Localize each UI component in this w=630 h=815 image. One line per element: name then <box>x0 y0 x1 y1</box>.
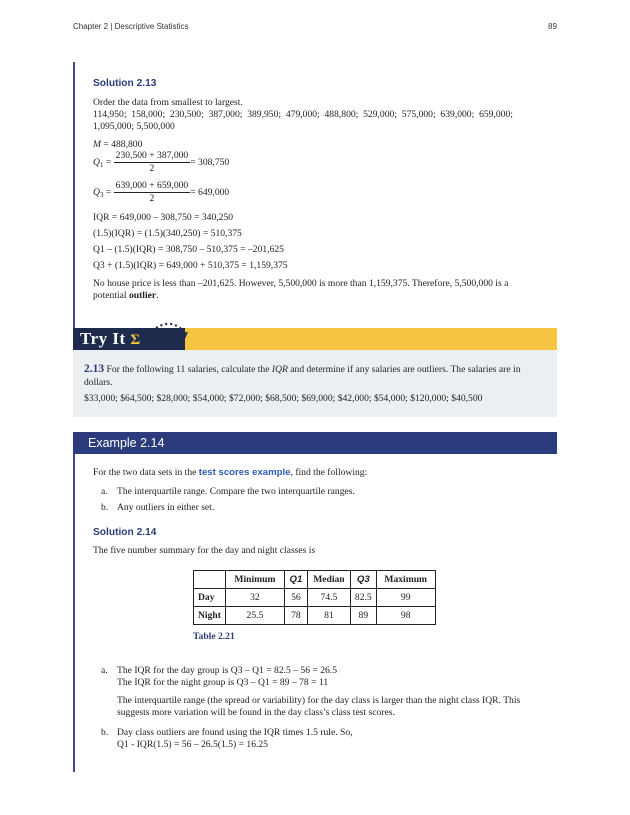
table-cell: 25.5 <box>225 607 284 625</box>
solution-a-marker: a. <box>101 665 108 676</box>
solution-a-paragraph-2: suggests more variation will be found in the day class’s class test scores. <box>117 707 395 718</box>
solution-2-14-intro: The five number summary for the day and night classes is <box>93 545 316 556</box>
data-line-2: 1,095,000; 5,500,000 <box>93 121 175 132</box>
item-a-marker: a. <box>101 486 108 497</box>
dotted-arrow-icon <box>150 316 192 348</box>
solution-intro: Order the data from smallest to largest. <box>93 97 243 108</box>
median-line: M = 488,800 <box>93 139 143 150</box>
solution-2-14-heading: Solution 2.14 <box>93 527 157 538</box>
solution-b-marker: b. <box>101 727 109 738</box>
table-cell: 98 <box>376 607 435 625</box>
try-it-text-line-2: dollars. <box>84 377 113 388</box>
item-a-text: The interquartile range. Compare the two interquartile ranges. <box>117 486 355 497</box>
conclusion-line-1: No house price is less than –201,625. However, 5,500,000 is more than 1,159,375. Therefore, 5,500,000 is a <box>93 278 509 289</box>
iqr-times-line: (1.5)(IQR) = (1.5)(340,250) = 510,375 <box>93 228 242 239</box>
q1-equation: $Q_1$ = $\frac{230,500 + 387,000}{2}$ = 308,750 <box>93 150 230 174</box>
table-row <box>194 607 436 625</box>
header-median: Median <box>307 571 350 589</box>
table-cell: 78 <box>284 607 307 625</box>
example-2-14-title: Example 2.14 <box>88 436 165 450</box>
table-cell: 32 <box>225 589 284 607</box>
test-scores-example-link[interactable]: test scores example <box>198 467 291 478</box>
header-minimum: Minimum <box>225 571 284 589</box>
conclusion-line-2: potential outlier. <box>93 290 159 301</box>
row-label-night: Night <box>194 607 226 625</box>
sigma-icon: Σ <box>130 332 141 348</box>
row-label-day: Day <box>194 589 226 607</box>
solution-a-paragraph-1: The interquartile range (the spread or variability) for the day class is larger than the night class IQR. This <box>117 695 521 706</box>
try-it-label: Try It Σ <box>80 329 141 348</box>
table-cell: 74.5 <box>307 589 350 607</box>
try-it-salaries: $33,000; $64,500; $28,000; $54,000; $72,000; $68,500; $69,000; $42,000; $54,000; $120,000; $40,500 <box>84 393 483 404</box>
table-cell: 81 <box>307 607 350 625</box>
example-intro: For the two data sets in the test scores example, find the following: <box>93 467 368 478</box>
solution-b-line-2: Q1 - IQR(1.5) = 56 – 26.5(1.5) = 16.25 <box>117 739 268 750</box>
try-it-body <box>73 350 557 417</box>
q3-equation: $Q_3$ = $\frac{639,000 + 659,000}{2}$ = 649,000 <box>93 180 230 204</box>
iqr-line: IQR = 649,000 – 308,750 = 340,250 <box>93 212 234 223</box>
q1-numerator: 230,500 + 387,000 <box>115 150 189 161</box>
q3-numerator: 639,000 + 659,000 <box>115 180 189 191</box>
table-header-row <box>194 571 436 589</box>
solution-2-13-heading: Solution 2.13 <box>93 78 157 89</box>
header-q3: Q3 <box>350 571 376 589</box>
header-q1: Q1 <box>284 571 307 589</box>
q1-denominator: 2 <box>149 163 155 174</box>
solution-b-line-1: Day class outliers are found using the IQR times 1.5 rule. So, <box>117 727 353 738</box>
solution-a-line-1: The IQR for the day group is Q3 – Q1 = 82.5 – 56 = 26.5 <box>117 665 337 676</box>
q3-denominator: 2 <box>149 193 155 204</box>
item-b-marker: b. <box>101 502 109 513</box>
table-cell: 82.5 <box>350 589 376 607</box>
table-cell: 56 <box>284 589 307 607</box>
solution-a-line-2: The IQR for the night group is Q3 – Q1 = 89 – 78 = 11 <box>117 677 329 688</box>
five-number-summary-table <box>193 570 436 625</box>
table-corner-cell <box>194 571 226 589</box>
running-header: Chapter 2 | Descriptive Statistics <box>73 22 189 31</box>
page-number: 89 <box>548 22 557 31</box>
item-b-text: Any outliers in either set. <box>117 502 215 513</box>
example-left-rule <box>73 454 75 772</box>
data-line-1: 114,950; 158,000; 230,500; 387,000; 389,950; 479,000; 488,800; 529,000; 575,000; 639,000; 659,000; <box>93 109 513 120</box>
try-it-text-line-1: 2.13 For the following 11 salaries, calculate the IQR and determine if any salaries are outliers. The salaries are in <box>84 363 521 375</box>
table-cell: 99 <box>376 589 435 607</box>
table-caption: Table 2.21 <box>193 631 235 642</box>
solution-left-rule <box>73 62 75 330</box>
upper-fence-line: Q3 + (1.5)(IQR) = 649,000 + 510,375 = 1,159,375 <box>93 260 288 271</box>
table-cell: 89 <box>350 607 376 625</box>
table-row <box>194 589 436 607</box>
lower-fence-line: Q1 – (1.5)(IQR) = 308,750 – 510,375 = –201,625 <box>93 244 284 255</box>
header-maximum: Maximum <box>376 571 435 589</box>
